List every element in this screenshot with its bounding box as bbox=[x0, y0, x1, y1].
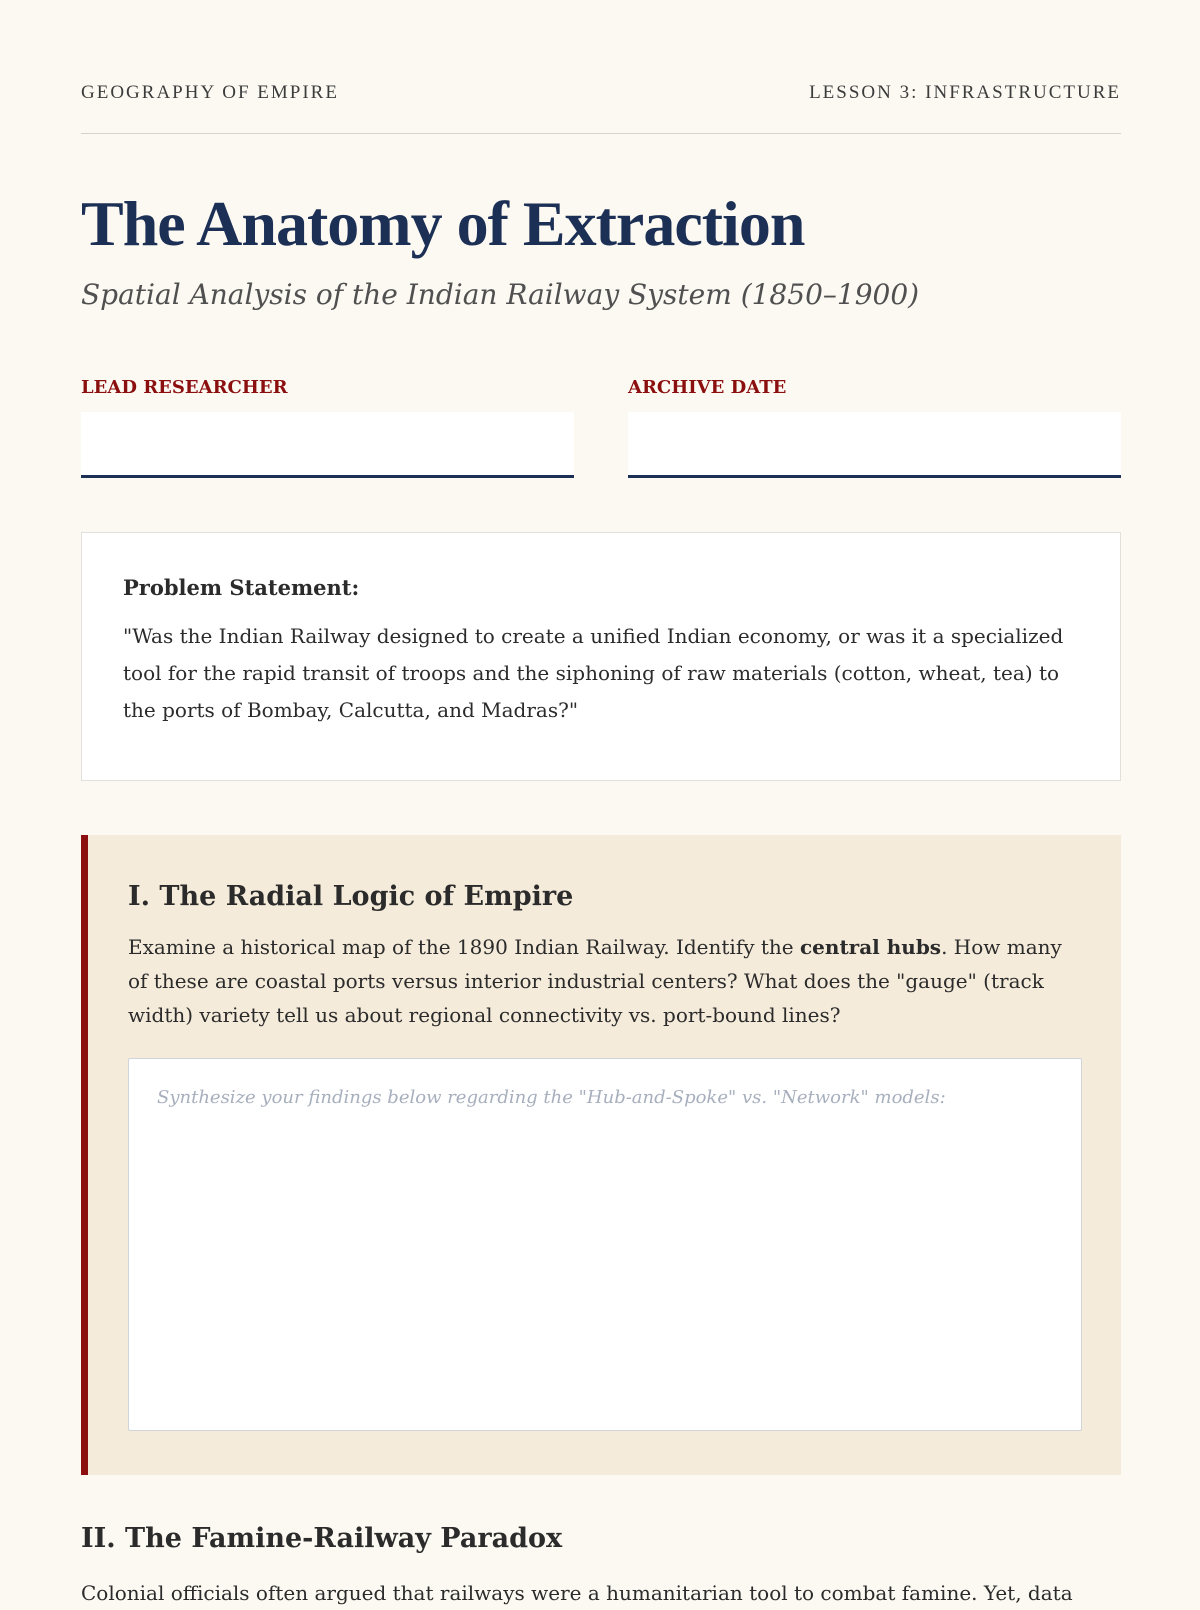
archive-date-label: ARCHIVE DATE bbox=[628, 377, 787, 398]
problem-statement-box bbox=[81, 532, 1121, 781]
section-2-heading: II. The Famine-Railway Paradox bbox=[81, 1523, 563, 1554]
page-subtitle: Spatial Analysis of the Indian Railway System (1850–1900) bbox=[81, 278, 920, 311]
researcher-field-group bbox=[81, 377, 574, 478]
researcher-label: LEAD RESEARCHER bbox=[81, 377, 288, 398]
course-name: GEOGRAPHY OF EMPIRE bbox=[81, 82, 339, 103]
section-2-lead-text: Colonial officials often argued that railways were a humanitarian tool to combat famine. Yet, data bbox=[81, 1581, 1073, 1605]
section-radial-logic bbox=[81, 835, 1121, 1475]
prompt-bold-term: central hubs bbox=[800, 935, 942, 959]
page-title: The Anatomy of Extraction bbox=[81, 188, 805, 259]
section-1-heading: I. The Radial Logic of Empire bbox=[128, 881, 574, 912]
problem-statement-heading: Problem Statement: bbox=[123, 575, 360, 600]
prompt-text-before: Examine a historical map of the 1890 Indian Railway. Identify the bbox=[128, 935, 800, 959]
section-famine-paradox bbox=[81, 1523, 1121, 1610]
section-1-prompt bbox=[128, 930, 1081, 1032]
archive-date-input[interactable] bbox=[628, 412, 1121, 478]
problem-statement-text: "Was the Indian Railway designed to create a unified Indian economy, or was it a specialized tool for the rapid transit of troops and the siphoning of raw materials (cotton, wheat, tea) to the ports of Bombay, Calcutta, and Madras?" bbox=[123, 624, 1064, 722]
page-header bbox=[81, 0, 1121, 134]
date-field-group bbox=[628, 377, 1121, 478]
lesson-label: LESSON 3: INFRASTRUCTURE bbox=[809, 82, 1121, 103]
worksheet-page bbox=[81, 0, 1121, 1610]
section-1-answer-textarea[interactable] bbox=[128, 1058, 1082, 1431]
prompt-text-after: . How many of these are coastal ports versus interior industrial centers? What does the "gauge" (track width) variety tell us about regional connectivity vs. port-bound lines? bbox=[128, 935, 1062, 1027]
researcher-input[interactable] bbox=[81, 412, 574, 478]
metadata-fields bbox=[81, 377, 1121, 478]
